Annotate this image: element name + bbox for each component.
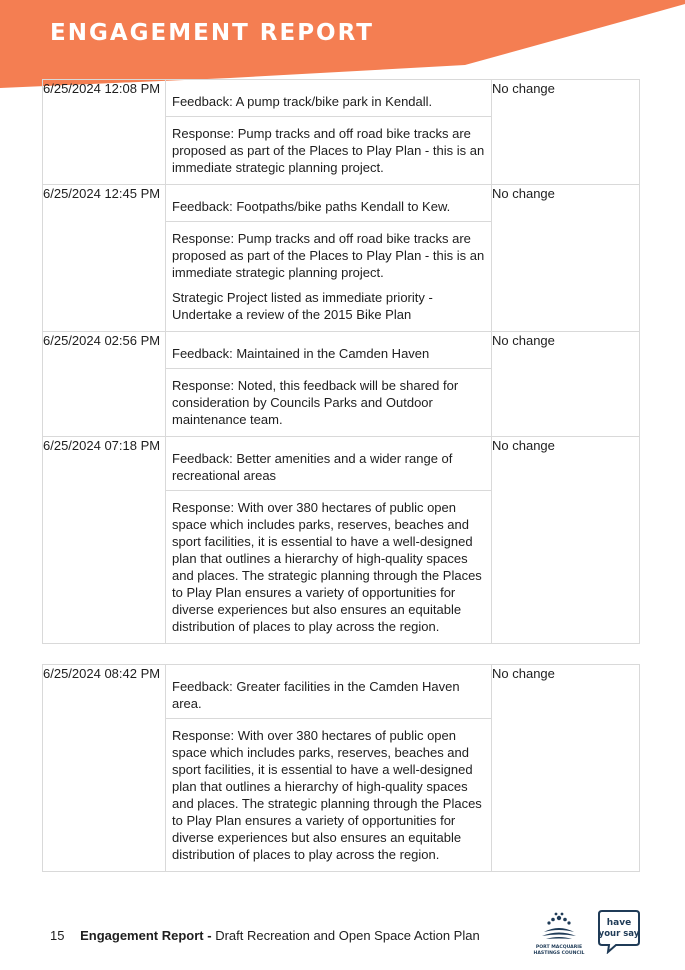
feedback-text: Feedback: Maintained in the Camden Haven — [166, 332, 491, 369]
council-logo-line2: HASTINGS COUNCIL — [533, 951, 585, 956]
feedback-text: Feedback: Footpaths/bike paths Kendall to Kew. — [166, 185, 491, 222]
status-cell: No change — [492, 332, 640, 437]
feedback-text: Feedback: Better amenities and a wider range of recreational areas — [166, 437, 491, 491]
response-text: Response: With over 380 hectares of public open space which includes parks, reserves, beaches and sport facilities, it is essential to have a well-designed plan that outlines a hierarchy of high-quality spaces and places. The strategic planning through the Places to Play Plan ensures a variety of opportunities for diverse experiences but also ensures an equitable distribution of places to play across the region. — [172, 500, 482, 634]
footer-document-title: Draft Recreation and Open Space Action Plan — [215, 928, 480, 943]
date-cell: 6/25/2024 12:08 PM — [43, 80, 166, 185]
date-cell: 6/25/2024 02:56 PM — [43, 332, 166, 437]
feedback-response-cell — [166, 185, 492, 332]
response-text: Strategic Project listed as immediate priority - Undertake a review of the 2015 Bike Plan — [172, 290, 433, 322]
council-logo — [528, 908, 590, 958]
feedback-response-cell — [166, 665, 492, 872]
response-block — [166, 117, 491, 176]
hys-logo-line1: have — [606, 918, 632, 928]
hys-logo-line2: your say — [598, 929, 640, 939]
response-text: Response: Pump tracks and off road bike tracks are proposed as part of the Places to Play Plan - this is an immediate strategic planning project. — [172, 126, 485, 175]
page-number: 15 — [50, 928, 65, 943]
footer-report-label: Engagement Report - — [80, 928, 212, 943]
page-header-title: ENGAGEMENT REPORT — [50, 20, 374, 46]
date-cell: 6/25/2024 07:18 PM — [43, 437, 166, 644]
table-row — [43, 80, 640, 185]
status-cell: No change — [492, 437, 640, 644]
date-cell: 6/25/2024 08:42 PM — [43, 665, 166, 872]
table-row — [43, 437, 640, 644]
status-cell: No change — [492, 80, 640, 185]
date-cell: 6/25/2024 12:45 PM — [43, 185, 166, 332]
have-your-say-logo — [596, 908, 642, 954]
response-block — [166, 491, 491, 635]
feedback-text: Feedback: A pump track/bike park in Kendall. — [166, 80, 491, 117]
status-cell: No change — [492, 665, 640, 872]
response-text: Response: Noted, this feedback will be shared for consideration by Councils Parks and Outdoor maintenance team. — [172, 378, 459, 427]
table-row — [43, 665, 640, 872]
page-footer — [50, 928, 480, 943]
feedback-text: Feedback: Greater facilities in the Camden Haven area. — [166, 665, 491, 719]
response-text: Response: Pump tracks and off road bike tracks are proposed as part of the Places to Play Plan - this is an immediate strategic planning project. — [172, 231, 485, 280]
response-block — [166, 369, 491, 428]
feedback-response-cell — [166, 80, 492, 185]
table-row — [43, 332, 640, 437]
feedback-response-cell — [166, 437, 492, 644]
feedback-table-1 — [42, 79, 640, 644]
response-block — [166, 719, 491, 863]
feedback-response-cell — [166, 332, 492, 437]
table-row — [43, 185, 640, 332]
response-block — [166, 222, 491, 323]
feedback-table-2 — [42, 664, 640, 872]
response-text: Response: With over 380 hectares of public open space which includes parks, reserves, beaches and sport facilities, it is essential to have a well-designed plan that outlines a hierarchy of high-quality spaces and places. The strategic planning through the Places to Play Plan ensures a variety of opportunities for diverse experiences but also ensures an equitable distribution of places to play across the region. — [172, 728, 482, 862]
council-logo-line1: PORT MACQUARIE — [535, 945, 583, 950]
status-cell: No change — [492, 185, 640, 332]
